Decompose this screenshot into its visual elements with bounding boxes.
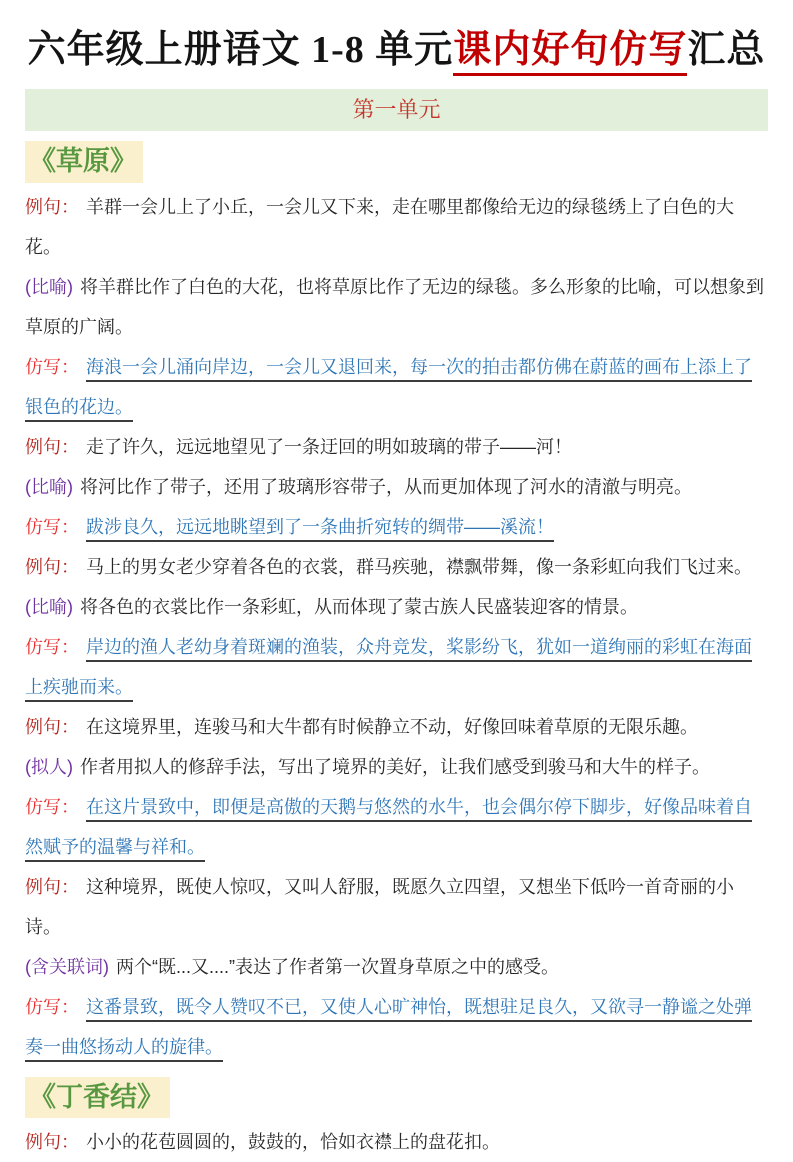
row-text: 羊群一会儿上了小丘，一会儿又下来，走在哪里都像给无边的绿毯绣上了白色的大花。 xyxy=(25,196,734,257)
row-text: 马上的男女老少穿着各色的衣裳，群马疾驰，襟飘带舞，像一条彩虹向我们飞过来。 xyxy=(86,556,752,577)
page-title xyxy=(0,26,793,75)
row-text: 这种境界，既使人惊叹，又叫人舒服，既愿久立四望，又想坐下低吟一首奇丽的小诗。 xyxy=(25,876,734,937)
row-label: 仿写： xyxy=(25,356,79,377)
row-label: (比喻) xyxy=(25,276,73,297)
row-label: (含关联词) xyxy=(25,956,109,977)
sentence-row-imitation xyxy=(25,627,768,707)
sentence-row-imitation xyxy=(25,507,768,547)
sentence-row-imitation xyxy=(25,987,768,1067)
sentence-row-imitation xyxy=(25,787,768,867)
sentence-row-example xyxy=(25,427,768,467)
title-highlight: 课内好句仿写 xyxy=(453,29,687,76)
sentence-row-device xyxy=(25,747,768,787)
row-text: 将各色的衣裳比作一条彩虹，从而体现了蒙古族人民盛装迎客的情景。 xyxy=(80,596,638,617)
row-text: 跋涉良久，远远地眺望到了一条曲折宛转的绸带——溪流！ xyxy=(86,516,554,537)
lesson-items xyxy=(25,187,768,1067)
row-text: 这番景致，既令人赞叹不已，又使人心旷神怡，既想驻足良久，又欲寻一静谧之处弹奏一曲悠扬动人的旋律。 xyxy=(25,996,752,1057)
title-prefix: 六年级上册语文 1-8 单元 xyxy=(27,29,454,71)
sentence-row-example xyxy=(25,867,768,947)
lesson-section xyxy=(25,141,768,1066)
row-text: 走了许久，远远地望见了一条迂回的明如玻璃的带子——河！ xyxy=(86,436,572,457)
row-label: 例句： xyxy=(25,436,79,457)
unit-banner-label: 第一单元 xyxy=(352,97,441,123)
sentence-row-device xyxy=(25,587,768,627)
row-label: (比喻) xyxy=(25,596,73,617)
lesson-section xyxy=(25,1077,768,1162)
unit-banner xyxy=(25,89,768,131)
lesson-heading xyxy=(25,1077,768,1118)
row-label: 例句： xyxy=(25,556,79,577)
lesson-heading xyxy=(25,141,768,182)
title-suffix: 汇总 xyxy=(687,29,766,71)
row-label: (比喻) xyxy=(25,476,73,497)
row-text: 在这片景致中，即便是高傲的天鹅与悠然的水牛，也会偶尔停下脚步，好像品味着自然赋予的温馨与祥和。 xyxy=(25,796,752,857)
sentence-row-device xyxy=(25,267,768,347)
row-label: 例句： xyxy=(25,716,79,737)
row-label: 例句： xyxy=(25,1132,79,1153)
document-page xyxy=(0,26,793,1153)
row-text: 将羊群比作了白色的大花，也将草原比作了无边的绿毯。多么形象的比喻，可以想象到草原的广阔。 xyxy=(25,276,764,337)
row-text: 在这境界里，连骏马和大牛都有时候静立不动，好像回味着草原的无限乐趣。 xyxy=(86,716,698,737)
row-text: 岸边的渔人老幼身着斑斓的渔装，众舟竞发，桨影纷飞，犹如一道绚丽的彩虹在海面上疾驰而来。 xyxy=(25,636,752,697)
sentence-row-device xyxy=(25,467,768,507)
row-text: 海浪一会儿涌向岸边，一会儿又退回来，每一次的拍击都仿佛在蔚蓝的画布上添上了银色的花边。 xyxy=(25,356,752,417)
row-text: 两个“既...又....”表达了作者第一次置身草原之中的感受。 xyxy=(116,956,559,977)
row-label: 仿写： xyxy=(25,996,79,1017)
row-label: 例句： xyxy=(25,196,79,217)
sentence-row-example xyxy=(25,547,768,587)
sentence-row-example xyxy=(25,1122,768,1162)
lesson-items xyxy=(25,1122,768,1162)
row-text: 小小的花苞圆圆的，鼓鼓的，恰如衣襟上的盘花扣。 xyxy=(86,1132,500,1153)
row-label: 仿写： xyxy=(25,636,79,657)
sentence-row-example xyxy=(25,707,768,747)
row-label: (拟人) xyxy=(25,756,73,777)
lesson-heading-label: 《草原》 xyxy=(25,141,143,182)
row-text: 作者用拟人的修辞手法，写出了境界的美好，让我们感受到骏马和大牛的样子。 xyxy=(80,756,710,777)
content-column xyxy=(0,89,793,1162)
row-label: 例句： xyxy=(25,876,79,897)
sections-container xyxy=(25,141,768,1162)
sentence-row-device xyxy=(25,947,768,987)
sentence-row-imitation xyxy=(25,347,768,427)
sentence-row-example xyxy=(25,187,768,267)
lesson-heading-label: 《丁香结》 xyxy=(25,1077,170,1118)
row-label: 仿写： xyxy=(25,796,79,817)
row-text: 将河比作了带子，还用了玻璃形容带子，从而更加体现了河水的清澈与明亮。 xyxy=(80,476,692,497)
row-label: 仿写： xyxy=(25,516,79,537)
